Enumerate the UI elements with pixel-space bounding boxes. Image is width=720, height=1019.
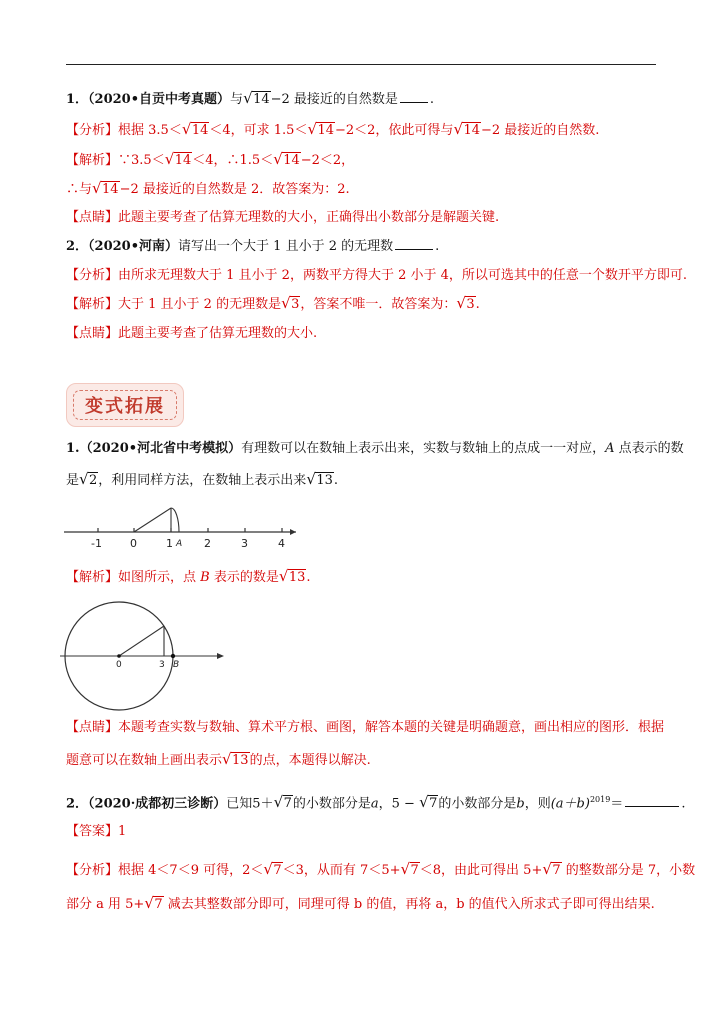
- text: ＜8，由此可得出 5+: [419, 863, 543, 878]
- text: .: [333, 473, 338, 488]
- text: 的整数部分是 7，小数: [561, 863, 696, 878]
- text: 部分 a 用 5+: [66, 897, 145, 912]
- sqrt-expression: √ 14: [308, 121, 335, 141]
- text: ∵3.5＜: [118, 153, 165, 168]
- tick-label: 3: [159, 660, 165, 670]
- text: ，: [378, 796, 392, 812]
- tick-label: -1: [91, 537, 102, 550]
- text: −2 最接近的自然数是: [270, 92, 398, 107]
- point-label: B: [173, 660, 180, 670]
- text: 大于 1 且小于 2 的无理数是: [118, 297, 282, 312]
- comment-tag: 【点睛】: [66, 210, 119, 225]
- problem-2-solution: [66, 295, 480, 315]
- hypotenuse: [134, 508, 171, 532]
- problem-1-comment: [66, 208, 499, 228]
- sqrt-expression: √ 3: [282, 295, 300, 315]
- point-label: A: [176, 539, 183, 549]
- problem-number: 1.: [66, 441, 80, 456]
- sqrt-expression: √ 14: [183, 121, 210, 141]
- variable-a: a: [370, 796, 379, 812]
- origin-label: 0: [116, 660, 122, 670]
- sqrt-expression: √ 7: [145, 895, 163, 915]
- text: ，则: [524, 796, 551, 812]
- tick-label: 3: [241, 537, 248, 550]
- problem-source: （2020•自贡中考真题）: [88, 92, 231, 107]
- circle-figure: [60, 600, 230, 712]
- text: 根据 3.5＜: [118, 123, 182, 138]
- radius: [119, 626, 164, 656]
- text: .: [429, 92, 435, 107]
- text: 点表示的数: [614, 441, 684, 456]
- tick-label: 4: [278, 537, 285, 550]
- origin-dot: [117, 654, 121, 658]
- text: 有理数可以在数轴上表示出来，实数与数轴上的点成一一对应，: [241, 441, 606, 456]
- answer-blank: [625, 794, 679, 807]
- ext-problem-2-question: [66, 790, 685, 814]
- text: −2 最接近的自然数.: [480, 123, 600, 138]
- ext-problem-2-analysis-cont: [66, 895, 655, 915]
- problem-number: 2．: [66, 239, 89, 254]
- comment-tag: 【点睛】: [66, 720, 119, 735]
- text: .: [306, 570, 311, 585]
- text: 5＋: [252, 796, 274, 812]
- problem-1-solution-cont: [66, 180, 350, 200]
- sqrt-expression: √ 13: [280, 568, 307, 588]
- variable-b: b: [516, 796, 525, 812]
- analysis-tag: 【分析】: [66, 863, 119, 878]
- problem-number: 2．: [66, 796, 89, 812]
- text: 此题主要考查了估算无理数的大小，正确得出小数部分是解题关键.: [118, 210, 500, 225]
- problem-2-analysis: [66, 266, 687, 286]
- text: 已知: [226, 796, 253, 812]
- sqrt-expression: √ 14: [274, 151, 301, 171]
- sqrt-expression: √ 7: [275, 794, 293, 814]
- axis-arrow: [290, 529, 296, 535]
- section-banner-label: 变式拓展: [73, 390, 177, 420]
- text: 根据 4＜7＜9 可得，2＜: [118, 863, 264, 878]
- sqrt-expression: √ 13: [223, 751, 250, 771]
- tick-label: 2: [204, 537, 211, 550]
- ext-problem-1-question-cont: [66, 471, 338, 491]
- ext-problem-1-comment: [66, 718, 664, 738]
- solution-tag: 【解析】: [66, 153, 119, 168]
- section-banner: [66, 383, 184, 427]
- text: .: [475, 297, 480, 312]
- text: 的小数部分是: [438, 796, 517, 812]
- text: ＝: [610, 796, 624, 812]
- solution-tag: 【解析】: [66, 297, 119, 312]
- answer-value: 1: [118, 824, 127, 839]
- ext-problem-2-analysis: [66, 861, 695, 881]
- expression: (a＋b): [550, 796, 590, 812]
- text: 此题主要考查了估算无理数的大小.: [118, 326, 318, 341]
- text: ＜4，∴1.5＜: [192, 153, 274, 168]
- sqrt-expression: √ 2: [80, 471, 98, 491]
- problem-source: （2020·成都初三诊断）: [88, 796, 227, 812]
- ext-problem-1-solution: [66, 568, 311, 588]
- sqrt-expression: √ 7: [264, 861, 282, 881]
- answer-blank: [400, 90, 428, 103]
- analysis-tag: 【分析】: [66, 123, 119, 138]
- text: 是: [66, 473, 80, 488]
- number-line-figure: [60, 500, 300, 555]
- text: −2＜2，依此可得与: [335, 123, 454, 138]
- point-label: B: [200, 570, 210, 585]
- answer-tag: 【答案】: [66, 824, 119, 839]
- sqrt-expression: √ 7: [543, 861, 561, 881]
- ext-problem-1-comment-cont: [66, 751, 371, 771]
- text: 减去其整数部分即可，同理可得 b 的值，再将 a，b 的值代入所求式子即可得出结果.: [163, 897, 655, 912]
- text: .: [435, 239, 440, 254]
- problem-1-question: [66, 90, 434, 110]
- sqrt-expression: √ 14: [166, 151, 193, 171]
- text: 5 −: [391, 796, 420, 812]
- solution-tag: 【解析】: [66, 570, 119, 585]
- text: 本题考查实数与数轴、算术平方根、画图，解答本题的关键是明确题意，画出相应的图形．根据: [118, 720, 665, 735]
- text: 的小数部分是: [292, 796, 371, 812]
- text: 如图所示，点: [118, 570, 201, 585]
- problem-1-solution: [66, 151, 354, 171]
- text: 由所求无理数大于 1 且小于 2，两数平方得大于 2 小于 4，所以可选其中的任意一个数开平方即可.: [118, 268, 688, 283]
- problem-source: （2020•河北省中考模拟）: [79, 441, 242, 456]
- sqrt-expression: √ 7: [402, 861, 420, 881]
- problem-source: （2020•河南）: [88, 239, 179, 254]
- problem-2-comment: [66, 324, 317, 344]
- text: 的点，本题得以解决.: [249, 753, 371, 768]
- tick-label: 1: [166, 537, 173, 550]
- ext-problem-1-question: [66, 439, 684, 459]
- text: 请写出一个大于 1 且小于 2 的无理数: [178, 239, 394, 254]
- arc: [171, 508, 179, 532]
- text: −2 最接近的自然数是 2．故答案为：2.: [119, 182, 350, 197]
- point-label: A: [605, 441, 615, 456]
- axis-arrow: [217, 653, 224, 659]
- text: .: [681, 796, 686, 812]
- analysis-tag: 【分析】: [66, 268, 119, 283]
- answer-blank: [395, 237, 433, 250]
- sqrt-expression: √ 14: [244, 90, 271, 110]
- text: 与: [230, 92, 244, 107]
- header-rule: [66, 64, 656, 65]
- problem-1-analysis: [66, 121, 599, 141]
- text: ＜4，可求 1.5＜: [209, 123, 308, 138]
- tick-label: 0: [130, 537, 137, 550]
- text: ＜3，从而有 7＜5+: [282, 863, 401, 878]
- text: −2＜2，: [300, 153, 355, 168]
- text: ，答案不唯一．故答案为：: [300, 297, 457, 312]
- sqrt-expression: √ 14: [454, 121, 481, 141]
- sqrt-expression: √ 3: [457, 295, 475, 315]
- problem-2-question: [66, 237, 439, 257]
- sqrt-expression: √ 13: [307, 471, 334, 491]
- exponent: 2019: [589, 795, 611, 804]
- sqrt-expression: √ 14: [93, 180, 120, 200]
- ext-problem-2-answer: [66, 822, 126, 842]
- sqrt-expression: √ 7: [420, 794, 438, 814]
- text: 题意可以在数轴上画出表示: [66, 753, 223, 768]
- comment-tag: 【点睛】: [66, 326, 119, 341]
- text: ∴与: [66, 182, 93, 197]
- text: ，利用同样方法，在数轴上表示出来: [98, 473, 307, 488]
- text: 表示的数是: [209, 570, 279, 585]
- point-b-dot: [171, 654, 175, 658]
- problem-number: 1．: [66, 92, 89, 107]
